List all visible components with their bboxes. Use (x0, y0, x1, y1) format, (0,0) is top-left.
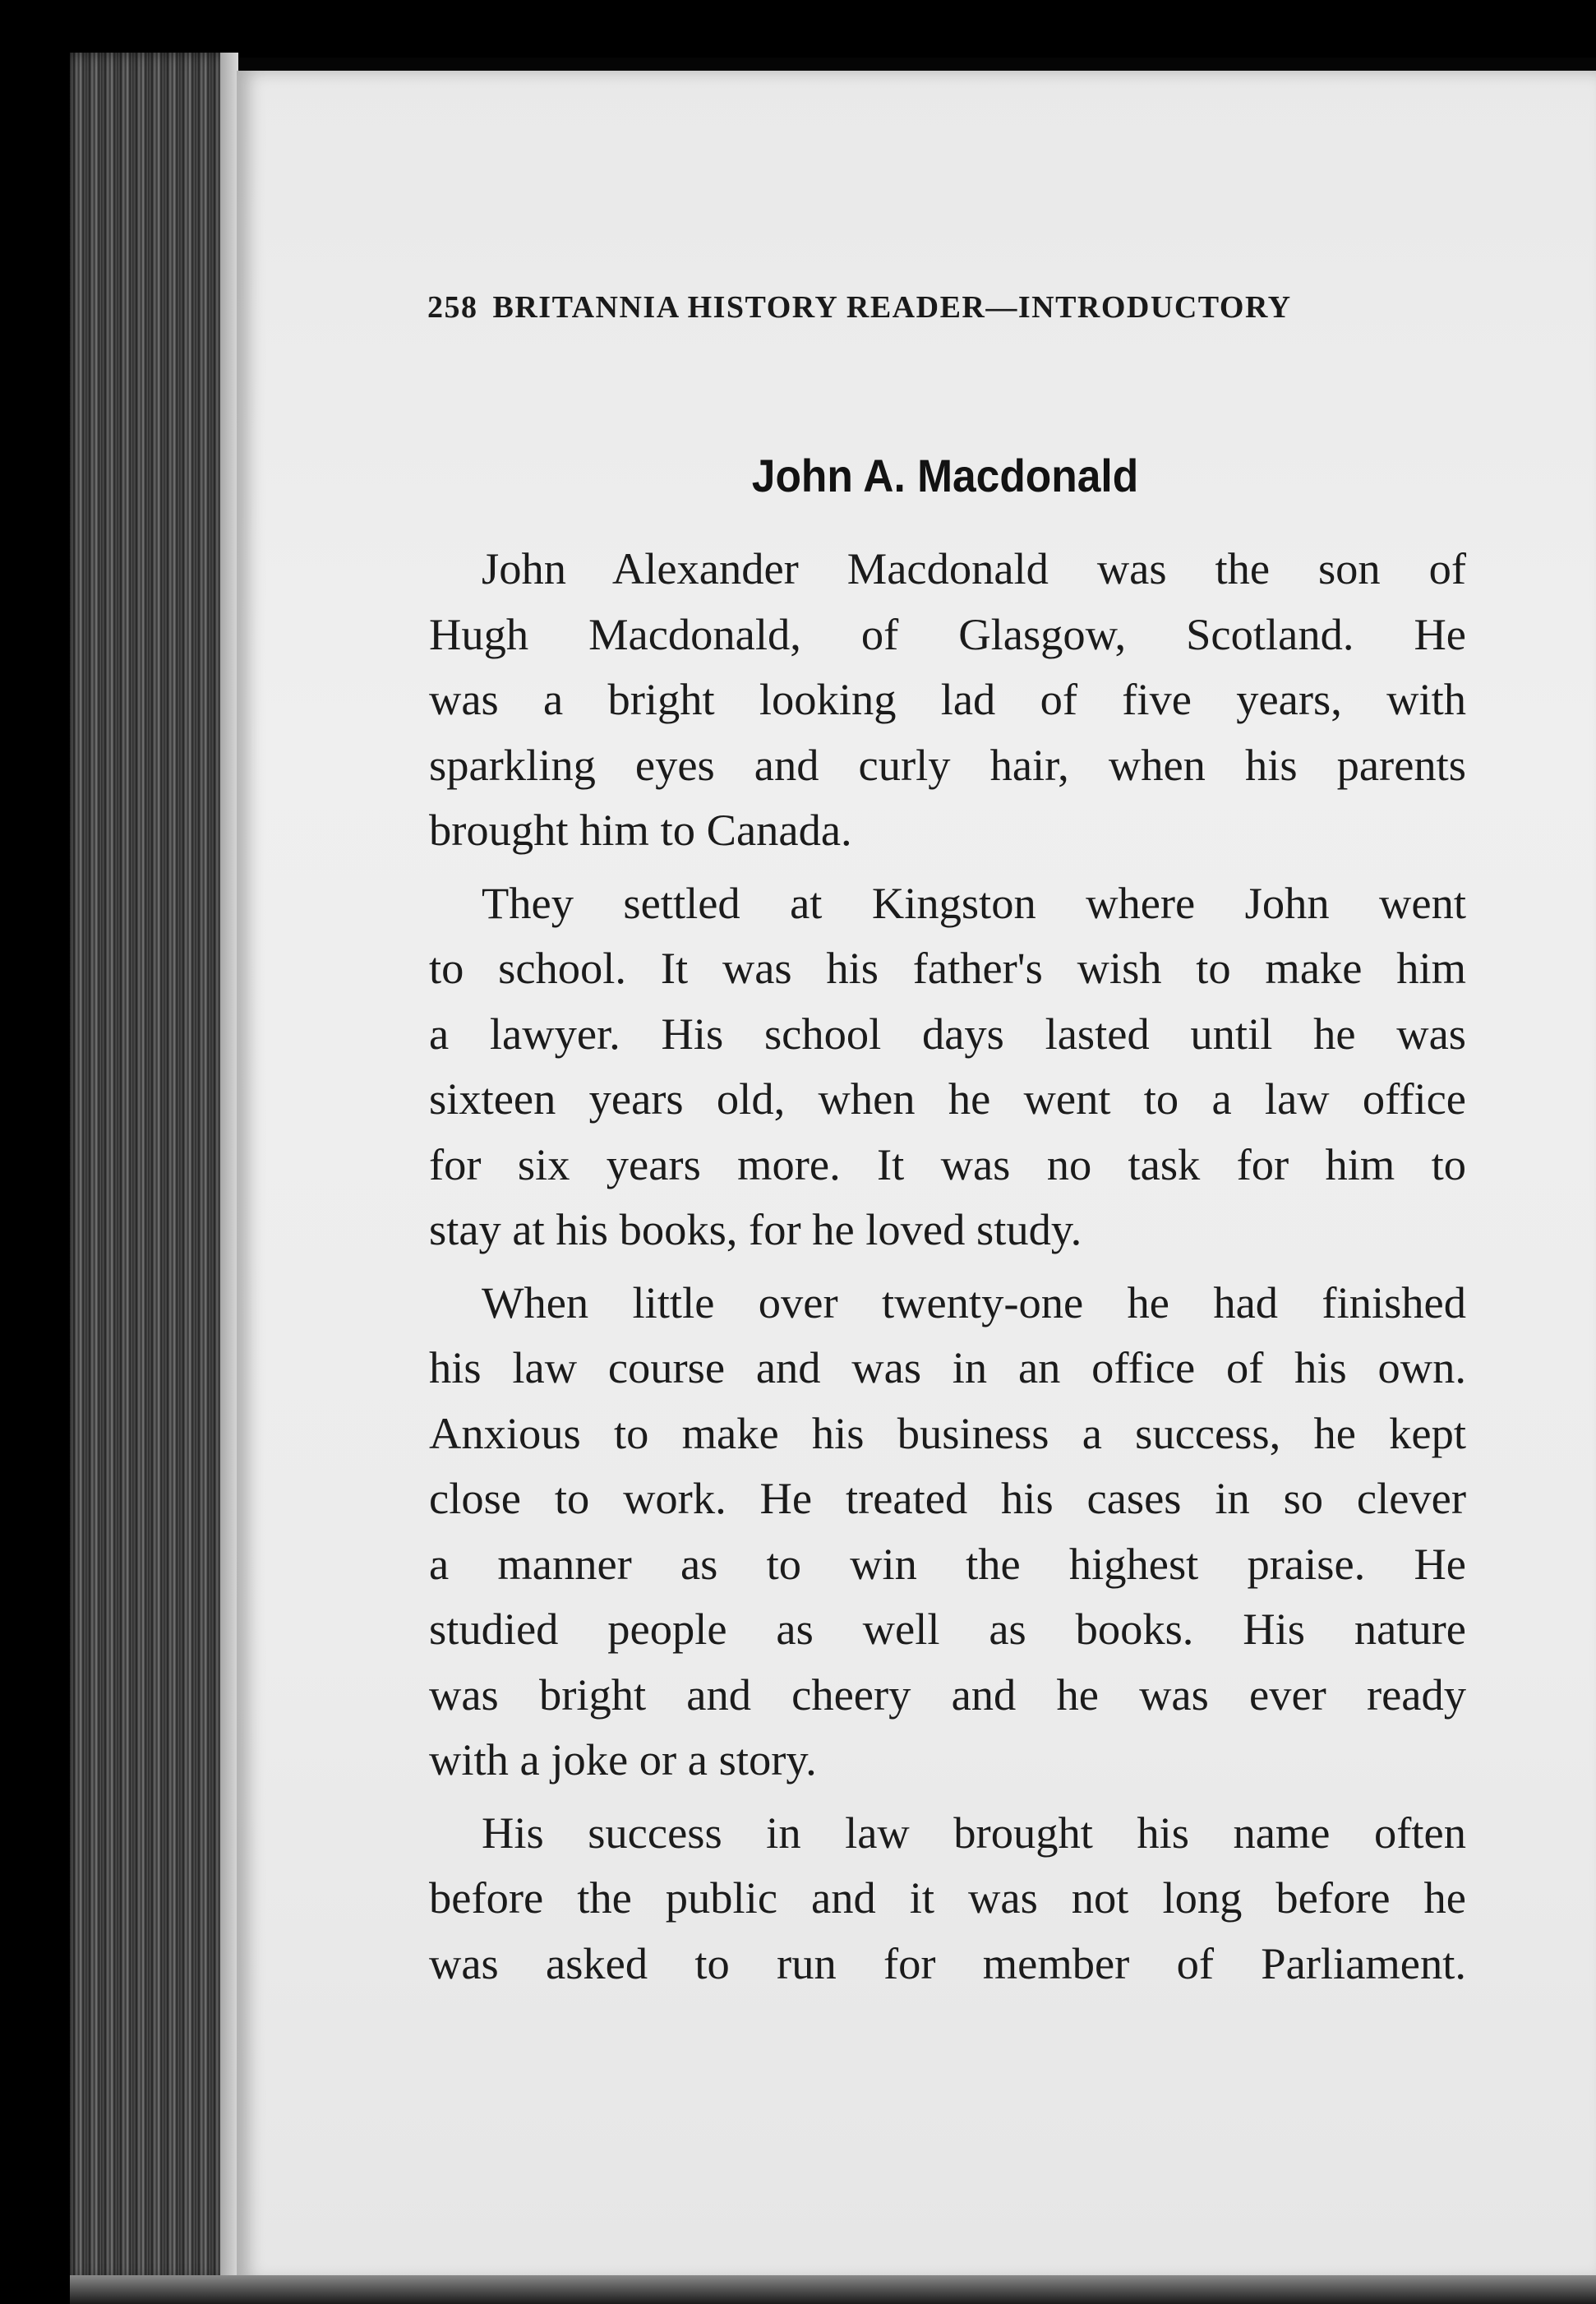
text-line: Anxious to make his business a success, he kept (429, 1407, 1466, 1458)
running-header (427, 289, 1430, 326)
running-title: BRITANNIA HISTORY READER—INTRODUCTORY (492, 290, 1292, 325)
text-line: was asked to run for member of Parliament. (429, 1937, 1466, 1988)
text-line: sparkling eyes and curly hair, when his parents (429, 739, 1466, 790)
paragraph (429, 1800, 1466, 1997)
text-line: sixteen years old, when he went to a law office (429, 1074, 1466, 1124)
paragraph (429, 536, 1466, 863)
text-line: brought him to Canada. (429, 805, 852, 855)
scan-border-bottom (70, 2275, 1596, 2304)
text-line: stay at his books, for he loved study. (429, 1204, 1082, 1254)
text-line: Hugh Macdonald, of Glasgow, Scotland. He (429, 608, 1466, 659)
article-body (429, 536, 1466, 2003)
text-line: for six years more. It was no task for him to (429, 1138, 1466, 1189)
text-line: close to work. He treated his cases in so clever (429, 1473, 1466, 1523)
text-line: John Alexander Macdonald was the son of (482, 543, 1466, 593)
text-line: They settled at Kingston where John went (482, 877, 1466, 928)
text-line: before the public and it was not long before he (429, 1872, 1466, 1923)
text-line: was a bright looking lad of five years, with (429, 674, 1466, 724)
scan-border-top (0, 0, 1596, 58)
paragraph (429, 870, 1466, 1263)
book-page-edges (70, 53, 238, 2282)
scan-border-left (0, 0, 70, 2304)
paragraph (429, 1270, 1466, 1793)
page-number: 258 (427, 290, 478, 325)
text-line: His success in law brought his name often (482, 1807, 1466, 1858)
text-line: to school. It was his father's wish to make him (429, 943, 1466, 993)
chapter-title: John A. Macdonald (751, 450, 1139, 501)
text-line: with a joke or a story. (429, 1734, 817, 1785)
text-line: was bright and cheery and he was ever ready (429, 1669, 1466, 1720)
text-line: studied people as well as books. His nature (429, 1604, 1466, 1654)
text-line: a manner as to win the highest praise. He (429, 1538, 1466, 1589)
text-line: a lawyer. His school days lasted until he was (429, 1008, 1466, 1059)
text-line: his law course and was in an office of his own. (429, 1342, 1466, 1392)
text-line: When little over twenty-one he had finished (482, 1277, 1466, 1327)
